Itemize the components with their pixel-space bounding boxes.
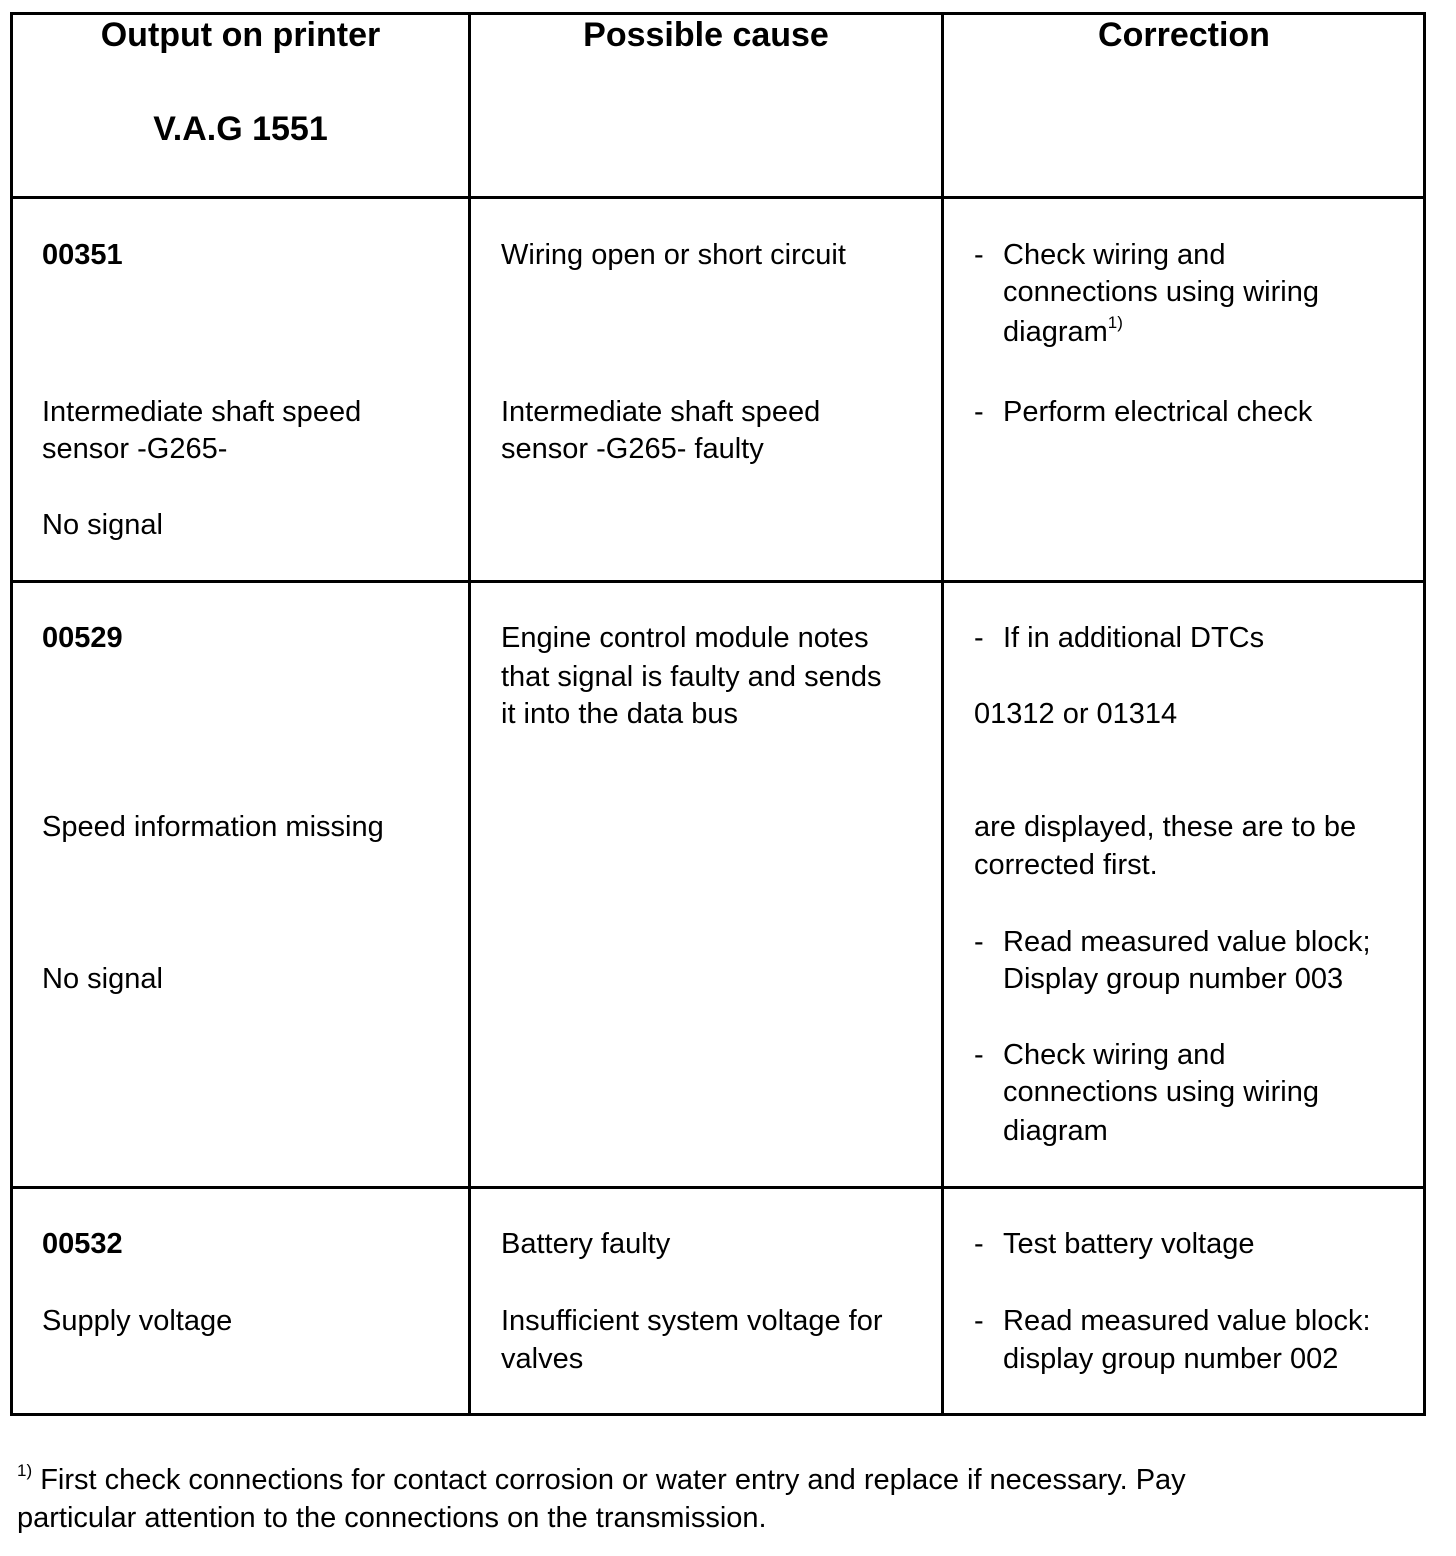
row1-correction-1-line3: diagram	[1003, 316, 1108, 348]
column-divider-1	[468, 12, 471, 1416]
footnote	[17, 1461, 1186, 1537]
bullet-dash: -	[974, 1305, 984, 1337]
row2-cause-line2: that signal is faulty and sends	[501, 661, 882, 693]
row2-correction-3-line1: Read measured value block;	[1003, 926, 1371, 958]
row1-status: No signal	[42, 509, 163, 541]
dtc-code-00529: 00529	[42, 622, 123, 654]
bullet-dash: -	[974, 1039, 984, 1071]
row3-correction-2-line2: display group number 002	[1003, 1343, 1339, 1375]
row2-cause-line1: Engine control module notes	[501, 622, 869, 654]
row2-correction-4-line2: connections using wiring	[1003, 1076, 1319, 1108]
row2-correction-4-line1: Check wiring and	[1003, 1039, 1226, 1071]
header-correction	[944, 16, 1424, 55]
row2-correction-1-line1: If in additional DTCs	[1003, 622, 1265, 654]
row3-correction-2-line1: Read measured value block:	[1003, 1305, 1371, 1337]
dtc-code-00532: 00532	[42, 1228, 123, 1260]
row2-component: Speed information missing	[42, 811, 384, 843]
row1-component-line2: sensor -G265-	[42, 433, 228, 465]
bullet-dash: -	[974, 1228, 984, 1260]
row3-cause-2-line2: valves	[501, 1343, 584, 1375]
bullet-dash: -	[974, 926, 984, 958]
row2-correction-note-line2: corrected first.	[974, 849, 1158, 881]
row-divider-2	[10, 1186, 1426, 1189]
header-vag-1551	[13, 110, 468, 149]
row2-cause-line3: it into the data bus	[501, 698, 738, 730]
row2-correction-3-line2: Display group number 003	[1003, 963, 1344, 995]
row1-correction-1-line1: Check wiring and	[1003, 239, 1226, 271]
column-divider-2	[941, 12, 944, 1416]
header-output-on-printer	[13, 16, 468, 55]
footnote-marker: 1)	[17, 1461, 33, 1480]
row3-correction-1-line1: Test battery voltage	[1003, 1228, 1255, 1260]
row2-status: No signal	[42, 963, 163, 995]
dtc-code-00351: 00351	[42, 239, 123, 271]
row2-dtc-list: 01312 or 01314	[974, 698, 1178, 730]
header-possible-cause	[471, 16, 941, 55]
row3-component: Supply voltage	[42, 1305, 233, 1337]
footnote-line1: First check connections for contact corrosion or water entry and replace if necessary. Pay	[40, 1464, 1186, 1496]
row3-cause-2-line1: Insufficient system voltage for	[501, 1305, 883, 1337]
row1-correction-1-line2: connections using wiring	[1003, 276, 1319, 308]
bullet-dash: -	[974, 239, 984, 271]
bullet-dash: -	[974, 622, 984, 654]
footnote-line2: particular attention to the connections on the transmission.	[17, 1502, 767, 1534]
row-divider-header	[10, 196, 1426, 199]
row1-correction-2-line1: Perform electrical check	[1003, 396, 1313, 428]
header-col1-line1: Output on printer	[100, 16, 381, 54]
header-col3: Correction	[1098, 16, 1270, 54]
footnote-ref-1: 1)	[1107, 313, 1123, 332]
row1-cause-1: Wiring open or short circuit	[501, 239, 846, 271]
bullet-dash: -	[974, 396, 984, 428]
row3-cause-1: Battery faulty	[501, 1228, 671, 1260]
row1-cause-2-line1: Intermediate shaft speed	[501, 396, 821, 428]
row2-correction-note-line1: are displayed, these are to be	[974, 811, 1357, 843]
header-col2: Possible cause	[583, 16, 829, 54]
row-divider-1	[10, 580, 1426, 583]
row1-cause-2-line2: sensor -G265- faulty	[501, 433, 764, 465]
row2-correction-4-line3: diagram	[1003, 1115, 1108, 1147]
row1-component-line1: Intermediate shaft speed	[42, 396, 362, 428]
header-col1-line2: V.A.G 1551	[153, 110, 328, 148]
